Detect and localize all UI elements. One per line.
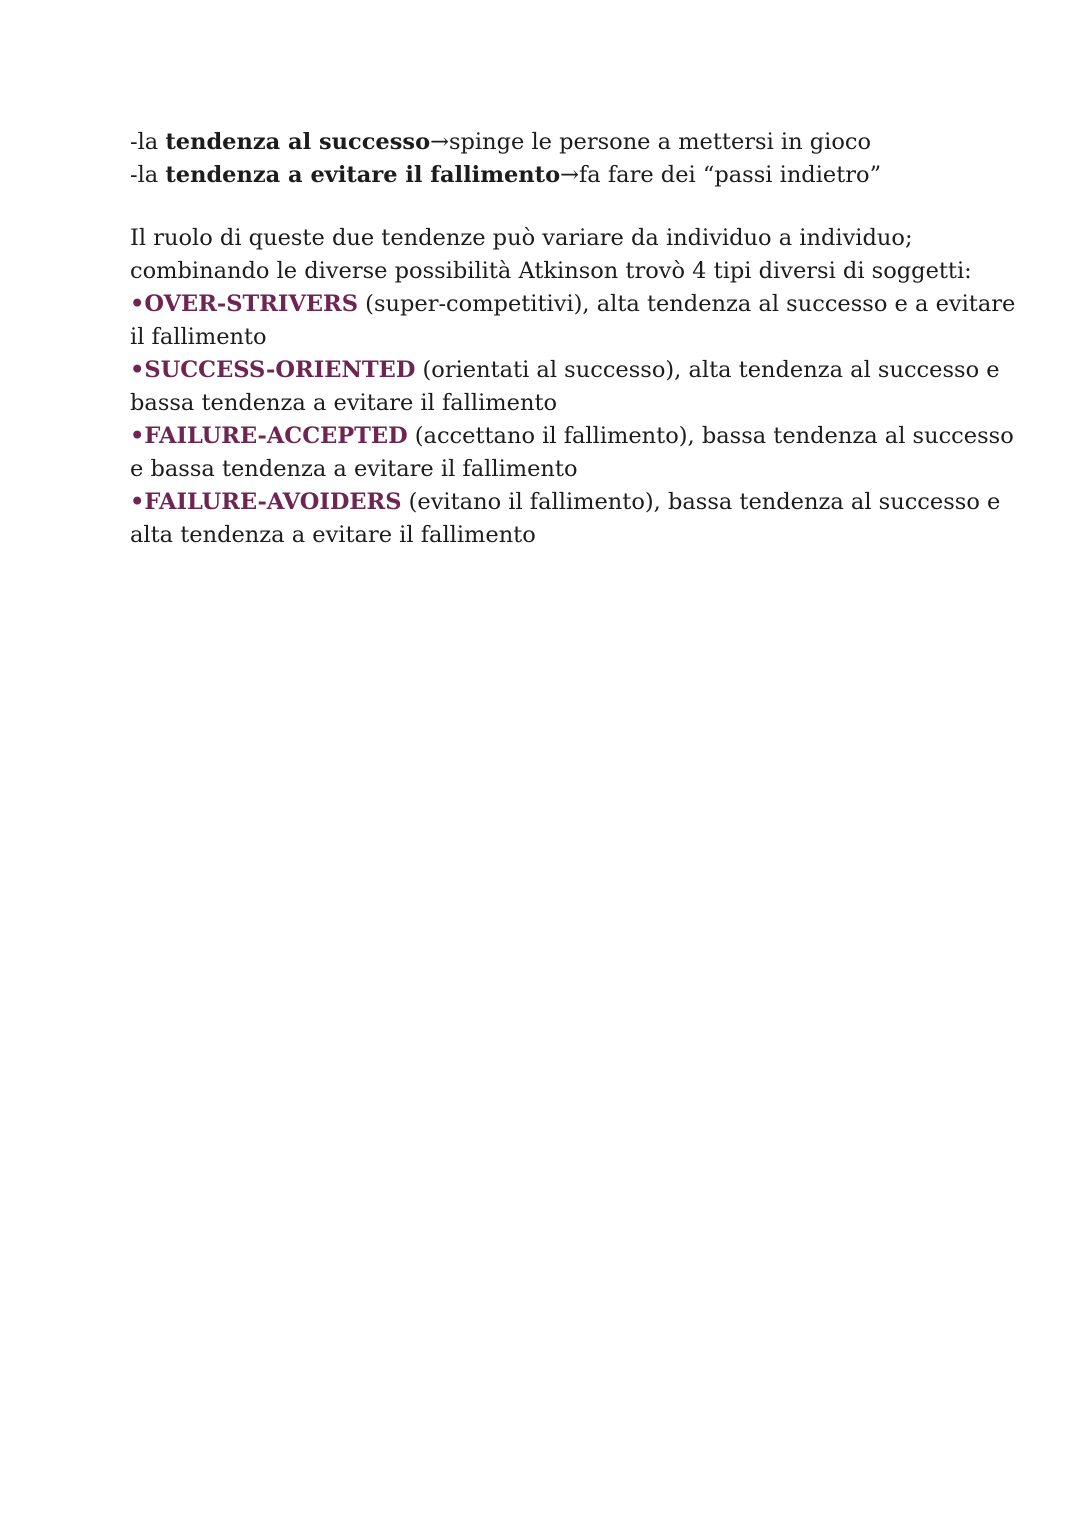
type-item-first-line [130, 354, 1000, 387]
type-description: (accettano il fallimento), bassa tendenza al successo [407, 423, 1014, 449]
arrow-icon: → [430, 129, 449, 155]
tendency-term: tendenza a evitare il fallimento [165, 162, 561, 188]
paragraph-spacer [130, 192, 960, 222]
tendency-prefix: -la [130, 129, 166, 155]
type-item-success-oriented [130, 354, 1000, 420]
arrow-icon: → [560, 162, 579, 188]
type-description: (super-competitivi), alta tendenza al successo e a evitare [358, 291, 1016, 317]
tendency-description: fa fare dei “passi indietro” [578, 162, 882, 188]
type-item-first-line [130, 420, 1014, 453]
type-item-second-line: bassa tendenza a evitare il fallimento [130, 390, 558, 416]
type-name: SUCCESS-ORIENTED [144, 357, 416, 383]
type-item-second-line: e bassa tendenza a evitare il fallimento [130, 456, 578, 482]
type-item-first-line [130, 288, 1016, 321]
type-description: (evitano il fallimento), bassa tendenza al successo e [401, 489, 1001, 515]
intro-line-2: combinando le diverse possibilità Atkinson trovò 4 tipi diversi di soggetti: [130, 258, 972, 284]
type-name: FAILURE-ACCEPTED [144, 423, 408, 449]
tendency-term: tendenza al successo [165, 129, 431, 155]
type-item-over-strivers [130, 288, 1016, 354]
intro-line-1: Il ruolo di queste due tendenze può variare da individuo a individuo; [130, 225, 913, 251]
bullet-icon: • [130, 357, 145, 383]
tendency-avoid-failure-line [130, 159, 960, 192]
tendency-prefix: -la [130, 162, 166, 188]
tendency-success-line [130, 126, 960, 159]
type-name: FAILURE-AVOIDERS [144, 489, 402, 515]
bullet-icon: • [130, 291, 145, 317]
type-description: (orientati al successo), alta tendenza al successo e [415, 357, 1000, 383]
bullet-icon: • [130, 489, 145, 515]
type-item-second-line: il fallimento [130, 324, 267, 350]
tendency-description: spinge le persone a mettersi in gioco [448, 129, 872, 155]
type-item-failure-avoiders [130, 486, 1001, 552]
document-body [130, 126, 1016, 552]
bullet-icon: • [130, 423, 145, 449]
type-name: OVER-STRIVERS [144, 291, 359, 317]
type-item-second-line: alta tendenza a evitare il fallimento [130, 522, 536, 548]
type-item-failure-accepted [130, 420, 1014, 486]
type-item-first-line [130, 486, 1001, 519]
